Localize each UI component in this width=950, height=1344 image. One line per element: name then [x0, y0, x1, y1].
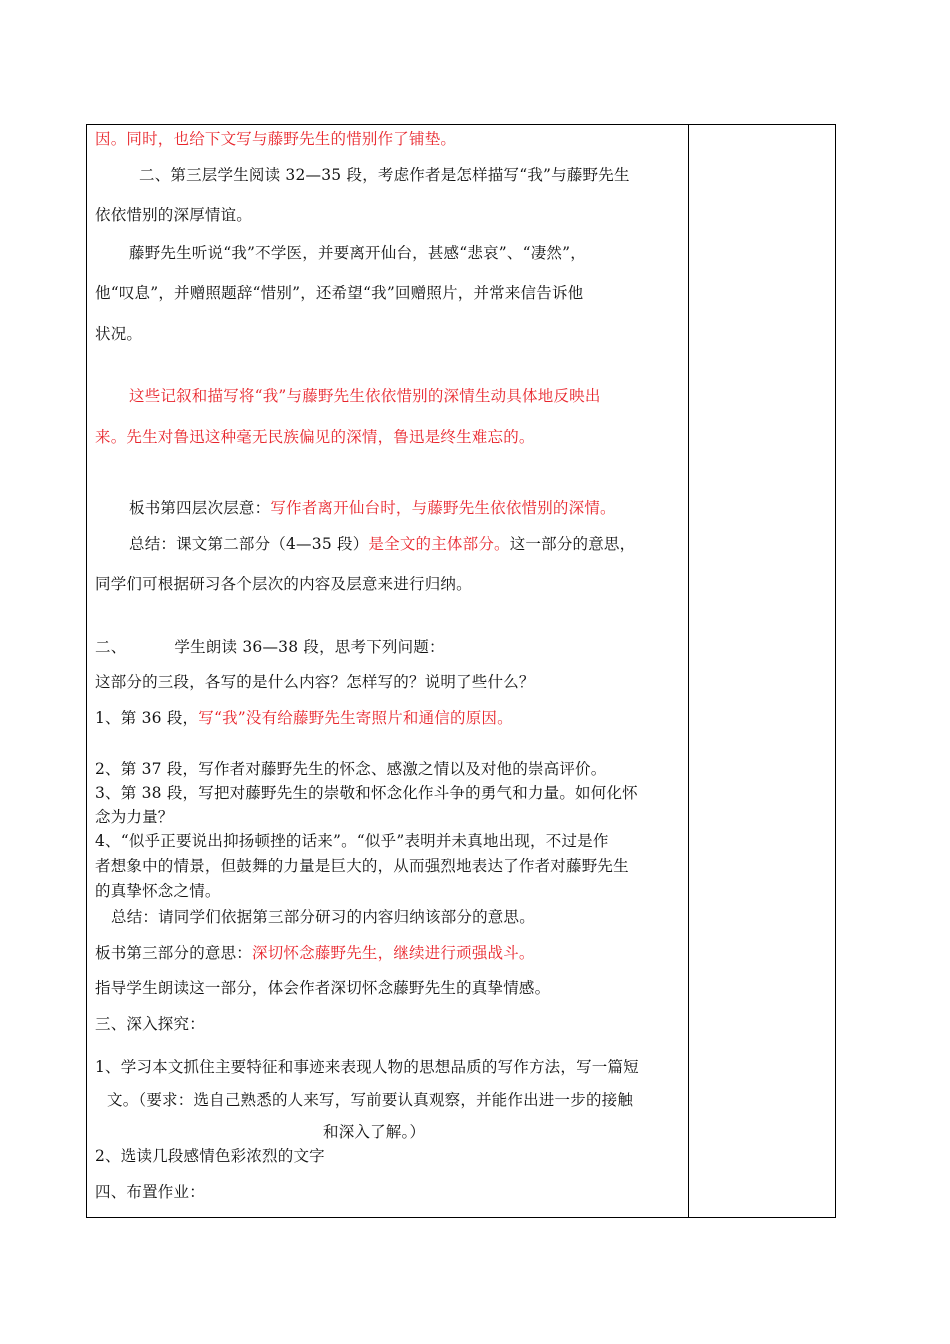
section-number: 二、 — [95, 638, 127, 656]
text-line: 4、“似乎正要说出抑扬顿挫的话来”。“似乎”表明并未真地出现，不过是作 — [95, 832, 609, 850]
text-line: 这些记叙和描写将“我”与藤野先生依依惜别的深情生动具体地反映出 — [129, 387, 601, 405]
text-line — [129, 498, 721, 518]
text-line: 者想象中的情景，但鼓舞的力量是巨大的，从而强烈地表达了作者对藤野先生 — [95, 857, 629, 875]
text-line: 因。同时，也给下文写与藤野先生的惜别作了铺垫。 — [95, 130, 457, 148]
text-line: 和深入了解。） — [323, 1123, 426, 1141]
text-line: 2、第 37 段，写作者对藤野先生的怀念、感激之情以及对他的崇高评价。 — [95, 760, 607, 778]
text-line: 1、第 36 段，写“我”没有给藤野先生寄照片和通信的原因。 — [95, 709, 513, 727]
text-line: 他“叹息”，并赠照题辞“惜别”，还希望“我”回赠照片，并常来信告诉他 — [95, 284, 584, 302]
text-line: 1、学习本文抓住主要特征和事迹来表现人物的思想品质的写作方法，写一篇短 — [95, 1058, 639, 1076]
board-summary: 写作者离开仙台时，与藤野先生依依惜别的深情。 — [270, 499, 616, 517]
lesson-table — [86, 124, 836, 1218]
text-line — [95, 943, 687, 963]
board-summary: 深切怀念藤野先生，继续进行顽强战斗。 — [252, 944, 535, 962]
text-line: 指导学生朗读这一部分，体会作者深切怀念藤野先生的真挚情感。 — [95, 979, 551, 997]
highlight-text: 写“我”没有给藤野先生寄照片和通信的原因。 — [198, 709, 513, 727]
text-line: 藤野先生听说“我”不学医，并要离开仙台，甚感“悲哀”、“凄然”， — [129, 244, 586, 262]
text-line: 的真挚怀念之情。 — [95, 882, 221, 900]
text-line: 这部分的三段，各写的是什么内容？怎样写的？说明了些什么？ — [95, 673, 535, 691]
text-line: 同学们可根据研习各个层次的内容及层意来进行归纳。 — [95, 575, 472, 593]
board-label: 板书第三部分的意思： — [95, 944, 253, 962]
text-line: 来。先生对鲁迅这种毫无民族偏见的深情，鲁迅是终生难忘的。 — [95, 428, 535, 446]
notes-cell — [689, 125, 835, 1217]
text-line: 念为力量？ — [95, 808, 174, 826]
text-line: 总结：课文第二部分（4—35 段）是全文的主体部分。这一部分的意思， — [129, 535, 636, 553]
text-line: 3、第 38 段，写把对藤野先生的崇敬和怀念化作斗争的勇气和力量。如何化怀 — [95, 784, 638, 802]
text-line: 总结：请同学们依据第三部分研习的内容归纳该部分的意思。 — [111, 908, 535, 926]
content-cell — [87, 125, 688, 1217]
text-line: 文。（要求：选自己熟悉的人来写，写前要认真观察，并能作出进一步的接触 — [107, 1091, 634, 1109]
text-line: 二、第三层学生阅读 32—35 段，考虑作者是怎样描写“我”与藤野先生 — [139, 166, 630, 184]
text-line: 四、布置作业： — [95, 1183, 205, 1201]
text-line: 2、选读几段感情色彩浓烈的文字 — [95, 1147, 325, 1165]
highlight-text: 是全文的主体部分。 — [368, 535, 510, 553]
text-line: 三、深入探究： — [95, 1015, 205, 1033]
text-line: 二、 学生朗读 36—38 段，思考下列问题： — [95, 638, 445, 656]
board-label: 板书第四层次层意： — [129, 499, 271, 517]
text-line: 依依惜别的深厚情谊。 — [95, 206, 253, 224]
text-line: 状况。 — [95, 325, 143, 343]
